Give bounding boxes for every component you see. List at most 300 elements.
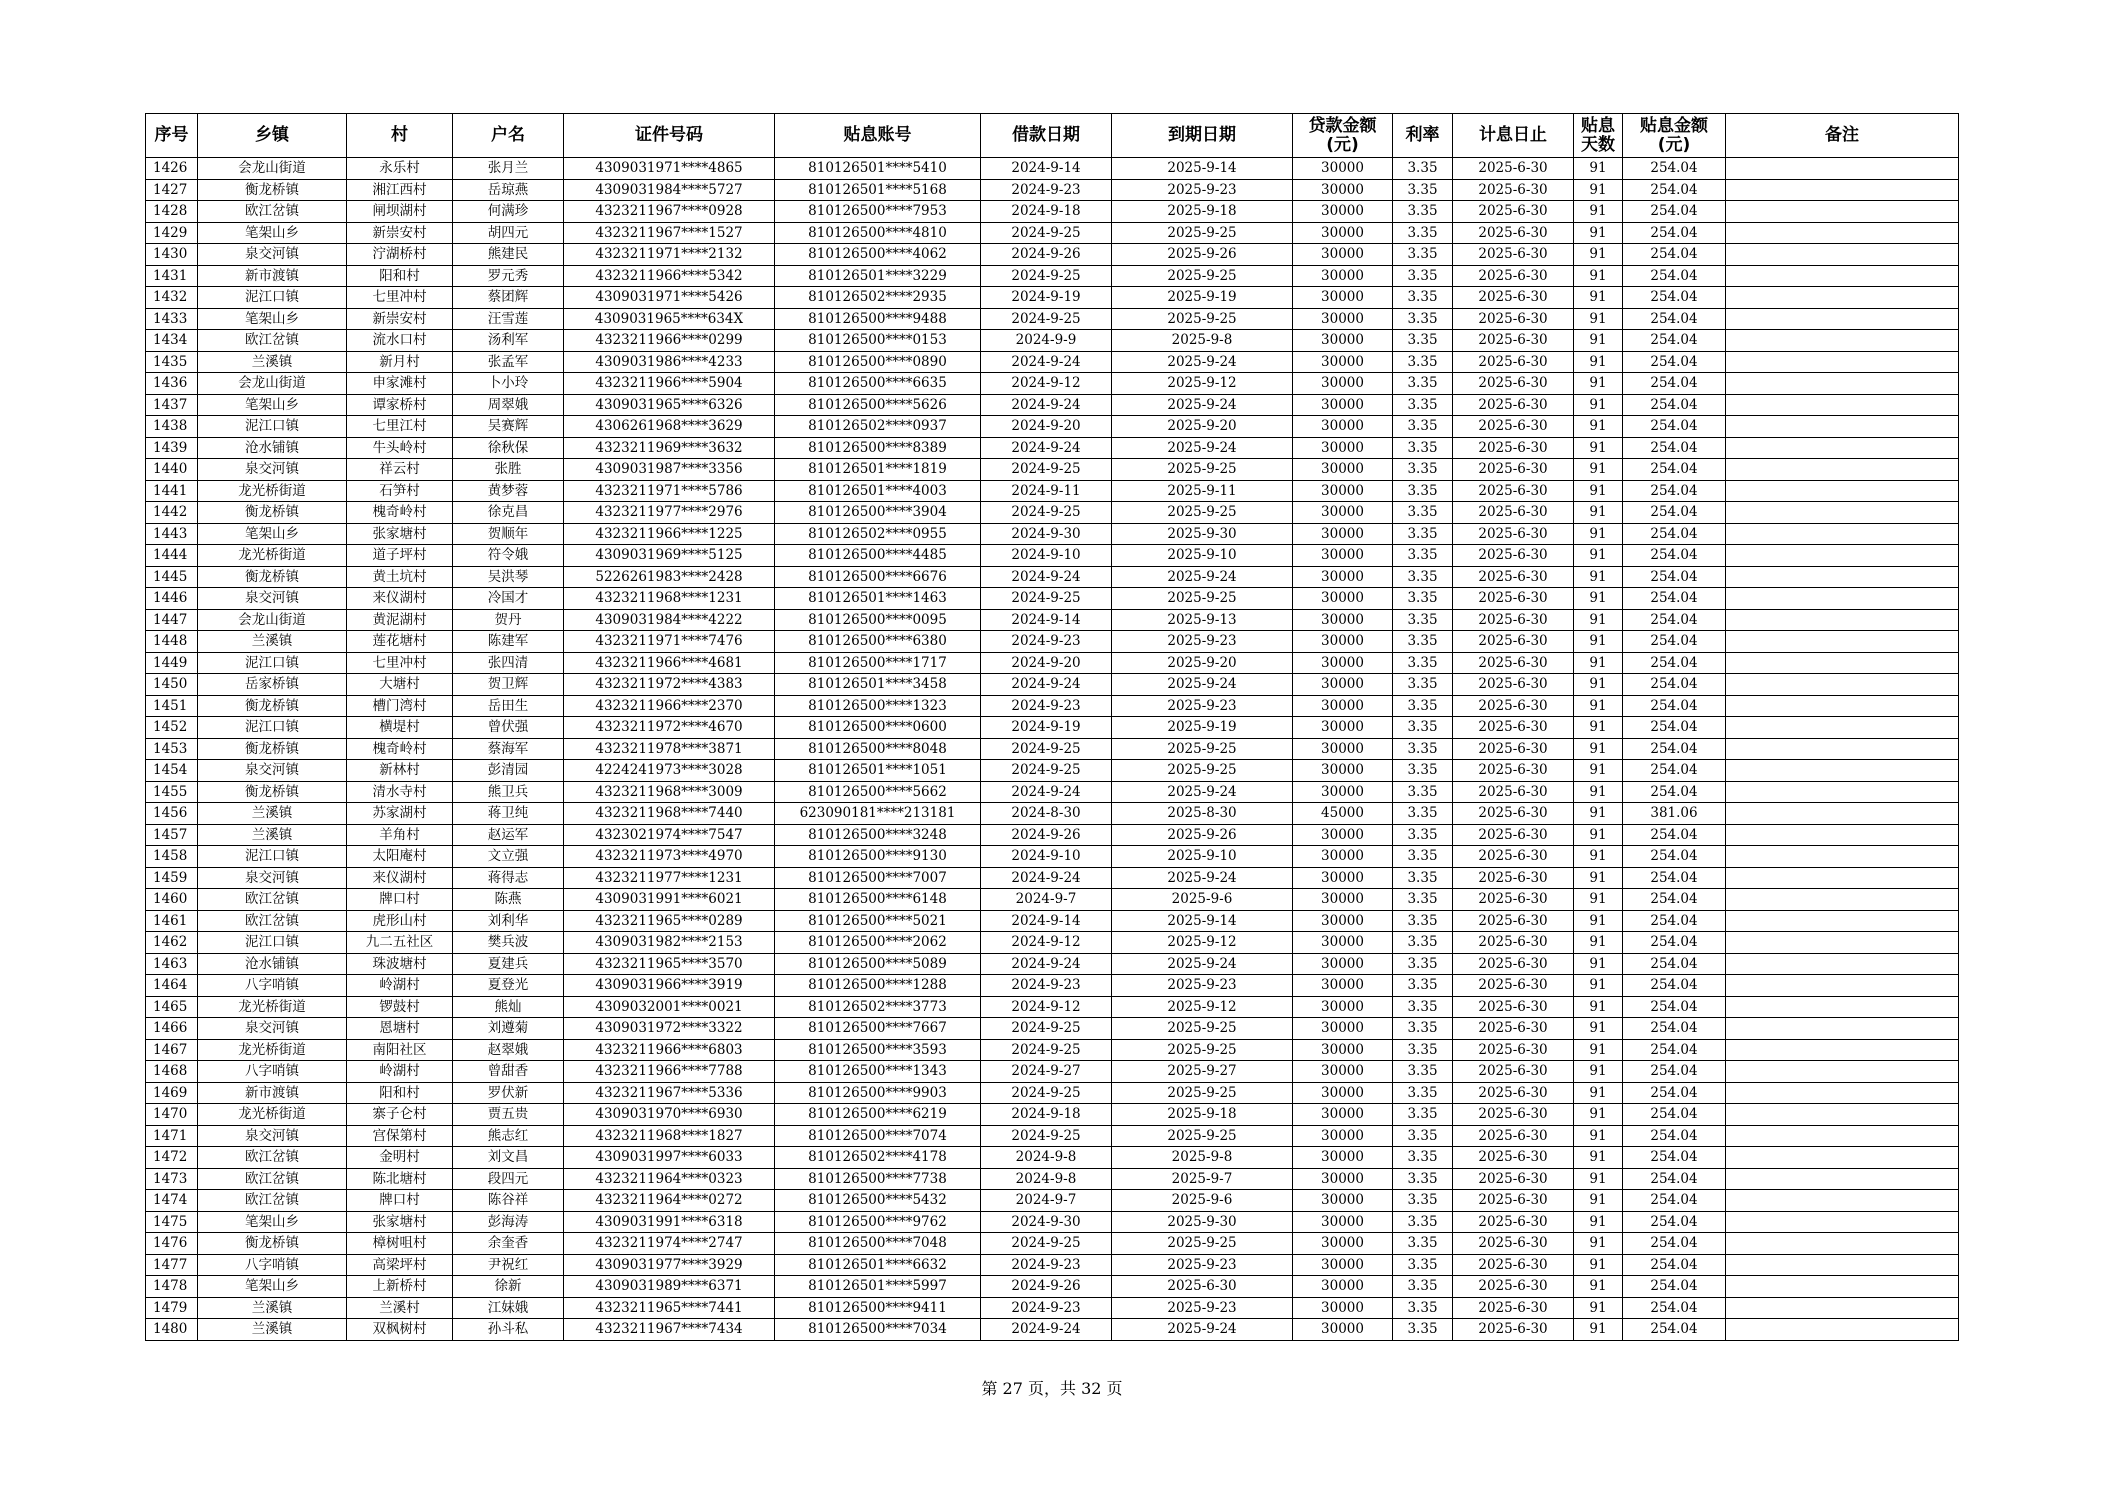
col-loan-amount-cell: 30000	[1293, 609, 1393, 631]
col-remarks-cell	[1726, 244, 1959, 266]
col-rate-cell: 3.35	[1393, 244, 1453, 266]
col-rate-cell: 3.35	[1393, 201, 1453, 223]
col-index-cell: 1435	[146, 351, 198, 373]
col-remarks-cell	[1726, 1104, 1959, 1126]
col-index-cell: 1429	[146, 222, 198, 244]
table-row	[146, 265, 1959, 287]
col-village-cell: 莲花塘村	[347, 631, 453, 653]
col-subsidy-account-cell: 810126500****3593	[775, 1039, 981, 1061]
table-body	[146, 158, 1959, 1341]
col-account-holder-cell: 刘遵菊	[453, 1018, 564, 1040]
col-loan-date-cell: 2024-9-25	[981, 459, 1112, 481]
col-rate-cell: 3.35	[1393, 846, 1453, 868]
col-index-cell: 1478	[146, 1276, 198, 1298]
col-rate-cell: 3.35	[1393, 330, 1453, 352]
col-id-number-cell: 4323211965****7441	[564, 1297, 775, 1319]
col-village-cell: 羊角村	[347, 824, 453, 846]
table-row	[146, 201, 1959, 223]
col-village-cell: 珠波塘村	[347, 953, 453, 975]
col-remarks-cell	[1726, 201, 1959, 223]
table-row	[146, 867, 1959, 889]
col-due-date-cell: 2025-9-25	[1112, 760, 1293, 782]
col-loan-date-cell: 2024-9-24	[981, 437, 1112, 459]
col-subsidy-days-cell: 91	[1574, 889, 1623, 911]
col-subsidy-days-cell: 91	[1574, 1104, 1623, 1126]
col-loan-date-cell: 2024-9-26	[981, 1276, 1112, 1298]
col-account-holder-cell: 贾五贵	[453, 1104, 564, 1126]
table-row	[146, 588, 1959, 610]
col-rate-cell: 3.35	[1393, 867, 1453, 889]
col-due-date-cell: 2025-9-25	[1112, 738, 1293, 760]
col-due-date-cell: 2025-9-18	[1112, 1104, 1293, 1126]
col-id-number-cell: 4309031970****6930	[564, 1104, 775, 1126]
table-row	[146, 1276, 1959, 1298]
col-loan-amount-cell: 30000	[1293, 975, 1393, 997]
col-due-date-cell: 2025-9-12	[1112, 996, 1293, 1018]
col-subsidy-account-cell: 810126500****5626	[775, 394, 981, 416]
col-subsidy-account-header: 贴息账号	[775, 114, 981, 158]
col-loan-amount-cell: 30000	[1293, 631, 1393, 653]
col-remarks-cell	[1726, 1297, 1959, 1319]
col-index-cell: 1439	[146, 437, 198, 459]
col-due-date-cell: 2025-9-27	[1112, 1061, 1293, 1083]
col-rate-cell: 3.35	[1393, 545, 1453, 567]
col-rate-cell: 3.35	[1393, 523, 1453, 545]
col-id-number-cell: 4309031965****6326	[564, 394, 775, 416]
col-interest-end-cell: 2025-6-30	[1453, 1319, 1574, 1341]
col-rate-cell: 3.35	[1393, 1297, 1453, 1319]
col-loan-amount-cell: 30000	[1293, 781, 1393, 803]
col-rate-cell: 3.35	[1393, 760, 1453, 782]
col-subsidy-days-cell: 91	[1574, 158, 1623, 180]
col-id-number-cell: 4323211974****2747	[564, 1233, 775, 1255]
col-subsidy-account-cell: 810126500****6148	[775, 889, 981, 911]
col-remarks-cell	[1726, 416, 1959, 438]
col-account-holder-cell: 段四元	[453, 1168, 564, 1190]
col-township-cell: 泉交河镇	[198, 760, 347, 782]
table-row	[146, 631, 1959, 653]
col-township-cell: 笔架山乡	[198, 308, 347, 330]
col-village-cell: 横堤村	[347, 717, 453, 739]
table-row	[146, 846, 1959, 868]
col-account-holder-cell: 蒋卫纯	[453, 803, 564, 825]
col-subsidy-days-cell: 91	[1574, 1233, 1623, 1255]
col-account-holder-cell: 何满珍	[453, 201, 564, 223]
col-interest-end-cell: 2025-6-30	[1453, 437, 1574, 459]
col-subsidy-days-cell: 91	[1574, 437, 1623, 459]
col-loan-date-cell: 2024-9-12	[981, 996, 1112, 1018]
col-subsidy-account-cell: 810126500****3904	[775, 502, 981, 524]
col-due-date-cell: 2025-9-23	[1112, 1297, 1293, 1319]
col-index-cell: 1438	[146, 416, 198, 438]
col-subsidy-days-cell: 91	[1574, 1018, 1623, 1040]
col-township-cell: 八字哨镇	[198, 1061, 347, 1083]
col-id-number-cell: 4323211977****1231	[564, 867, 775, 889]
col-remarks-cell	[1726, 330, 1959, 352]
col-rate-cell: 3.35	[1393, 308, 1453, 330]
col-account-holder-cell: 余奎香	[453, 1233, 564, 1255]
col-subsidy-account-cell: 810126500****4062	[775, 244, 981, 266]
col-index-cell: 1472	[146, 1147, 198, 1169]
col-subsidy-account-cell: 810126501****5168	[775, 179, 981, 201]
col-subsidy-account-cell: 810126500****2062	[775, 932, 981, 954]
col-account-holder-cell: 刘利华	[453, 910, 564, 932]
col-subsidy-days-cell: 91	[1574, 910, 1623, 932]
col-rate-cell: 3.35	[1393, 1147, 1453, 1169]
col-loan-amount-cell: 30000	[1293, 330, 1393, 352]
col-subsidy-account-cell: 810126500****4810	[775, 222, 981, 244]
col-due-date-cell: 2025-9-25	[1112, 265, 1293, 287]
col-id-number-cell: 4323211964****0323	[564, 1168, 775, 1190]
col-subsidy-days-cell: 91	[1574, 287, 1623, 309]
col-due-date-cell: 2025-9-8	[1112, 1147, 1293, 1169]
col-index-cell: 1460	[146, 889, 198, 911]
col-due-date-cell: 2025-9-26	[1112, 244, 1293, 266]
col-id-number-cell: 4323211966****2370	[564, 695, 775, 717]
col-account-holder-cell: 徐新	[453, 1276, 564, 1298]
col-id-number-cell: 4309031965****634X	[564, 308, 775, 330]
col-remarks-cell	[1726, 1211, 1959, 1233]
col-subsidy-amount-cell: 254.04	[1623, 222, 1726, 244]
col-id-number-cell: 4323211969****3632	[564, 437, 775, 459]
col-interest-end-cell: 2025-6-30	[1453, 803, 1574, 825]
col-interest-end-cell: 2025-6-30	[1453, 158, 1574, 180]
col-loan-date-cell: 2024-9-18	[981, 201, 1112, 223]
col-subsidy-days-cell: 91	[1574, 523, 1623, 545]
col-loan-amount-cell: 30000	[1293, 996, 1393, 1018]
table-row	[146, 308, 1959, 330]
table-row	[146, 932, 1959, 954]
col-loan-amount-cell: 30000	[1293, 910, 1393, 932]
col-id-number-cell: 4323211967****5336	[564, 1082, 775, 1104]
col-index-cell: 1459	[146, 867, 198, 889]
col-account-holder-cell: 张月兰	[453, 158, 564, 180]
col-index-cell: 1456	[146, 803, 198, 825]
col-loan-date-cell: 2024-9-25	[981, 760, 1112, 782]
col-due-date-cell: 2025-9-20	[1112, 652, 1293, 674]
col-loan-date-cell: 2024-9-19	[981, 287, 1112, 309]
col-township-cell: 八字哨镇	[198, 1254, 347, 1276]
col-interest-end-cell: 2025-6-30	[1453, 1211, 1574, 1233]
col-loan-date-cell: 2024-9-23	[981, 1254, 1112, 1276]
col-account-holder-cell: 吴赛辉	[453, 416, 564, 438]
col-loan-amount-cell: 30000	[1293, 953, 1393, 975]
col-subsidy-account-cell: 623090181****213181	[775, 803, 981, 825]
col-rate-header: 利率	[1393, 114, 1453, 158]
col-id-number-cell: 4323211965****3570	[564, 953, 775, 975]
col-index-cell: 1443	[146, 523, 198, 545]
col-index-cell: 1469	[146, 1082, 198, 1104]
col-subsidy-account-cell: 810126502****3773	[775, 996, 981, 1018]
col-subsidy-amount-cell: 254.04	[1623, 674, 1726, 696]
col-index-cell: 1461	[146, 910, 198, 932]
col-subsidy-days-cell: 91	[1574, 244, 1623, 266]
col-subsidy-amount-cell: 254.04	[1623, 975, 1726, 997]
col-subsidy-account-cell: 810126500****0153	[775, 330, 981, 352]
col-loan-date-cell: 2024-9-25	[981, 308, 1112, 330]
col-village-cell: 谭家桥村	[347, 394, 453, 416]
col-loan-date-cell: 2024-9-25	[981, 502, 1112, 524]
col-rate-cell: 3.35	[1393, 1104, 1453, 1126]
col-rate-cell: 3.35	[1393, 631, 1453, 653]
col-subsidy-amount-cell: 254.04	[1623, 1147, 1726, 1169]
col-rate-cell: 3.35	[1393, 996, 1453, 1018]
col-village-cell: 恩塘村	[347, 1018, 453, 1040]
col-interest-end-cell: 2025-6-30	[1453, 910, 1574, 932]
col-subsidy-amount-cell: 254.04	[1623, 545, 1726, 567]
col-rate-cell: 3.35	[1393, 373, 1453, 395]
col-subsidy-account-cell: 810126501****1819	[775, 459, 981, 481]
col-id-number-cell: 4309031984****5727	[564, 179, 775, 201]
col-township-cell: 欧江岔镇	[198, 910, 347, 932]
col-village-cell: 苏家湖村	[347, 803, 453, 825]
col-subsidy-amount-cell: 254.04	[1623, 502, 1726, 524]
table-row	[146, 351, 1959, 373]
col-subsidy-days-cell: 91	[1574, 824, 1623, 846]
col-loan-amount-cell: 30000	[1293, 1147, 1393, 1169]
col-loan-amount-header: 贷款金额 (元)	[1293, 114, 1393, 158]
col-village-cell: 祥云村	[347, 459, 453, 481]
col-village-cell: 牛头岭村	[347, 437, 453, 459]
col-loan-date-cell: 2024-9-30	[981, 523, 1112, 545]
col-rate-cell: 3.35	[1393, 738, 1453, 760]
col-village-cell: 张家塘村	[347, 523, 453, 545]
col-subsidy-amount-cell: 254.04	[1623, 996, 1726, 1018]
col-account-holder-cell: 赵翠娥	[453, 1039, 564, 1061]
col-subsidy-days-cell: 91	[1574, 975, 1623, 997]
col-due-date-cell: 2025-9-20	[1112, 416, 1293, 438]
col-village-cell: 来仪湖村	[347, 867, 453, 889]
col-account-holder-cell: 符令娥	[453, 545, 564, 567]
table-row	[146, 330, 1959, 352]
col-subsidy-days-cell: 91	[1574, 652, 1623, 674]
col-village-cell: 新林村	[347, 760, 453, 782]
col-index-cell: 1470	[146, 1104, 198, 1126]
col-interest-end-cell: 2025-6-30	[1453, 889, 1574, 911]
col-id-number-cell: 4323211968****1231	[564, 588, 775, 610]
col-index-cell: 1446	[146, 588, 198, 610]
table-row	[146, 975, 1959, 997]
col-rate-cell: 3.35	[1393, 1211, 1453, 1233]
col-loan-date-cell: 2024-9-23	[981, 1297, 1112, 1319]
col-village-cell: 闸坝湖村	[347, 201, 453, 223]
col-remarks-cell	[1726, 523, 1959, 545]
col-due-date-cell: 2025-9-23	[1112, 695, 1293, 717]
col-subsidy-amount-cell: 254.04	[1623, 330, 1726, 352]
col-loan-amount-cell: 30000	[1293, 437, 1393, 459]
col-index-cell: 1428	[146, 201, 198, 223]
col-subsidy-account-cell: 810126500****7738	[775, 1168, 981, 1190]
table-row	[146, 674, 1959, 696]
col-loan-date-cell: 2024-9-25	[981, 588, 1112, 610]
col-township-cell: 笔架山乡	[198, 523, 347, 545]
col-account-holder-cell: 冷国才	[453, 588, 564, 610]
col-loan-date-cell: 2024-9-12	[981, 373, 1112, 395]
col-township-cell: 龙光桥街道	[198, 1104, 347, 1126]
col-remarks-cell	[1726, 566, 1959, 588]
col-village-cell: 虎形山村	[347, 910, 453, 932]
col-loan-date-cell: 2024-9-24	[981, 1319, 1112, 1341]
col-remarks-cell	[1726, 760, 1959, 782]
col-subsidy-amount-cell: 254.04	[1623, 781, 1726, 803]
col-account-holder-cell: 徐秋保	[453, 437, 564, 459]
col-village-cell: 上新桥村	[347, 1276, 453, 1298]
col-subsidy-days-cell: 91	[1574, 631, 1623, 653]
col-rate-cell: 3.35	[1393, 1018, 1453, 1040]
col-id-number-cell: 4309031982****2153	[564, 932, 775, 954]
col-account-holder-cell: 曾甜香	[453, 1061, 564, 1083]
col-account-holder-cell: 张孟军	[453, 351, 564, 373]
col-subsidy-account-cell: 810126500****7007	[775, 867, 981, 889]
col-interest-end-cell: 2025-6-30	[1453, 179, 1574, 201]
col-loan-amount-cell: 30000	[1293, 674, 1393, 696]
col-due-date-cell: 2025-9-24	[1112, 1319, 1293, 1341]
col-interest-end-header: 计息日止	[1453, 114, 1574, 158]
col-account-holder-cell: 蔡海军	[453, 738, 564, 760]
col-index-cell: 1455	[146, 781, 198, 803]
col-account-holder-cell: 陈燕	[453, 889, 564, 911]
col-id-number-cell: 4323211964****0272	[564, 1190, 775, 1212]
col-rate-cell: 3.35	[1393, 889, 1453, 911]
col-village-cell: 双枫树村	[347, 1319, 453, 1341]
col-subsidy-amount-cell: 254.04	[1623, 609, 1726, 631]
col-rate-cell: 3.35	[1393, 1319, 1453, 1341]
col-subsidy-days-cell: 91	[1574, 1190, 1623, 1212]
col-loan-amount-cell: 30000	[1293, 1104, 1393, 1126]
table-row	[146, 287, 1959, 309]
col-rate-cell: 3.35	[1393, 502, 1453, 524]
col-subsidy-days-cell: 91	[1574, 201, 1623, 223]
col-account-holder-cell: 胡四元	[453, 222, 564, 244]
table-row	[146, 416, 1959, 438]
col-village-cell: 阳和村	[347, 1082, 453, 1104]
col-village-cell: 七里冲村	[347, 287, 453, 309]
col-id-number-cell: 4323211968****3009	[564, 781, 775, 803]
col-due-date-cell: 2025-9-7	[1112, 1168, 1293, 1190]
col-loan-date-cell: 2024-9-24	[981, 674, 1112, 696]
col-village-cell: 新崇安村	[347, 222, 453, 244]
col-subsidy-days-cell: 91	[1574, 781, 1623, 803]
col-village-cell: 阳和村	[347, 265, 453, 287]
col-due-date-cell: 2025-9-25	[1112, 502, 1293, 524]
col-township-cell: 八字哨镇	[198, 975, 347, 997]
col-interest-end-cell: 2025-6-30	[1453, 523, 1574, 545]
col-township-cell: 龙光桥街道	[198, 996, 347, 1018]
col-index-cell: 1466	[146, 1018, 198, 1040]
table-row	[146, 502, 1959, 524]
col-subsidy-days-cell: 91	[1574, 996, 1623, 1018]
col-loan-amount-cell: 30000	[1293, 1190, 1393, 1212]
page-number: 第 27 页，共 32 页	[981, 1379, 1123, 1398]
col-id-number-cell: 4323211971****5786	[564, 480, 775, 502]
col-subsidy-days-cell: 91	[1574, 932, 1623, 954]
col-loan-amount-cell: 30000	[1293, 1211, 1393, 1233]
col-due-date-cell: 2025-9-24	[1112, 674, 1293, 696]
table-row	[146, 652, 1959, 674]
col-account-holder-cell: 岳琼燕	[453, 179, 564, 201]
col-subsidy-days-cell: 91	[1574, 1297, 1623, 1319]
col-rate-cell: 3.35	[1393, 437, 1453, 459]
col-subsidy-account-cell: 810126500****8048	[775, 738, 981, 760]
col-interest-end-cell: 2025-6-30	[1453, 996, 1574, 1018]
col-subsidy-account-cell: 810126500****0600	[775, 717, 981, 739]
col-interest-end-cell: 2025-6-30	[1453, 1297, 1574, 1319]
col-due-date-header: 到期日期	[1112, 114, 1293, 158]
table-row	[146, 394, 1959, 416]
col-rate-cell: 3.35	[1393, 1233, 1453, 1255]
col-account-holder-cell: 夏建兵	[453, 953, 564, 975]
col-subsidy-amount-cell: 254.04	[1623, 1104, 1726, 1126]
col-rate-cell: 3.35	[1393, 932, 1453, 954]
col-township-cell: 衡龙桥镇	[198, 502, 347, 524]
col-id-number-cell: 4323211966****4681	[564, 652, 775, 674]
col-loan-date-cell: 2024-9-23	[981, 179, 1112, 201]
col-account-holder-cell: 熊建民	[453, 244, 564, 266]
col-loan-amount-cell: 30000	[1293, 265, 1393, 287]
col-subsidy-days-cell: 91	[1574, 1082, 1623, 1104]
col-rate-cell: 3.35	[1393, 717, 1453, 739]
col-account-holder-cell: 黄梦蓉	[453, 480, 564, 502]
col-subsidy-account-cell: 810126501****6632	[775, 1254, 981, 1276]
col-subsidy-days-cell: 91	[1574, 953, 1623, 975]
col-subsidy-account-cell: 810126500****8389	[775, 437, 981, 459]
col-loan-date-cell: 2024-9-24	[981, 953, 1112, 975]
col-remarks-cell	[1726, 674, 1959, 696]
col-township-cell: 衡龙桥镇	[198, 179, 347, 201]
col-due-date-cell: 2025-9-10	[1112, 846, 1293, 868]
col-remarks-cell	[1726, 158, 1959, 180]
col-loan-amount-cell: 30000	[1293, 1168, 1393, 1190]
col-village-cell: 石笋村	[347, 480, 453, 502]
col-id-number-cell: 4323211966****0299	[564, 330, 775, 352]
col-id-number-cell: 4323211972****4670	[564, 717, 775, 739]
col-remarks-cell	[1726, 803, 1959, 825]
col-township-cell: 会龙山街道	[198, 158, 347, 180]
col-account-holder-cell: 曾伏强	[453, 717, 564, 739]
col-subsidy-days-cell: 91	[1574, 1319, 1623, 1341]
col-subsidy-amount-cell: 254.04	[1623, 158, 1726, 180]
col-index-cell: 1440	[146, 459, 198, 481]
col-subsidy-account-cell: 810126501****3458	[775, 674, 981, 696]
col-rate-cell: 3.35	[1393, 1061, 1453, 1083]
col-interest-end-cell: 2025-6-30	[1453, 1039, 1574, 1061]
col-loan-date-cell: 2024-9-14	[981, 158, 1112, 180]
col-due-date-cell: 2025-9-12	[1112, 932, 1293, 954]
col-township-cell: 泉交河镇	[198, 1018, 347, 1040]
col-subsidy-account-cell: 810126500****7667	[775, 1018, 981, 1040]
col-due-date-cell: 2025-9-8	[1112, 330, 1293, 352]
col-subsidy-amount-cell: 254.04	[1623, 244, 1726, 266]
col-remarks-cell	[1726, 1039, 1959, 1061]
col-loan-date-cell: 2024-9-8	[981, 1147, 1112, 1169]
col-id-number-cell: 4323211968****7440	[564, 803, 775, 825]
col-due-date-cell: 2025-9-25	[1112, 459, 1293, 481]
col-interest-end-cell: 2025-6-30	[1453, 394, 1574, 416]
col-subsidy-days-cell: 91	[1574, 1125, 1623, 1147]
col-account-holder-cell: 江妹娥	[453, 1297, 564, 1319]
col-interest-end-cell: 2025-6-30	[1453, 652, 1574, 674]
col-township-cell: 衡龙桥镇	[198, 1233, 347, 1255]
col-subsidy-amount-cell: 254.04	[1623, 201, 1726, 223]
col-interest-end-cell: 2025-6-30	[1453, 975, 1574, 997]
col-subsidy-account-cell: 810126500****6380	[775, 631, 981, 653]
col-subsidy-days-cell: 91	[1574, 867, 1623, 889]
col-loan-date-cell: 2024-9-7	[981, 1190, 1112, 1212]
col-subsidy-days-cell: 91	[1574, 1039, 1623, 1061]
col-index-cell: 1444	[146, 545, 198, 567]
col-subsidy-account-cell: 810126500****5021	[775, 910, 981, 932]
table-row	[146, 781, 1959, 803]
